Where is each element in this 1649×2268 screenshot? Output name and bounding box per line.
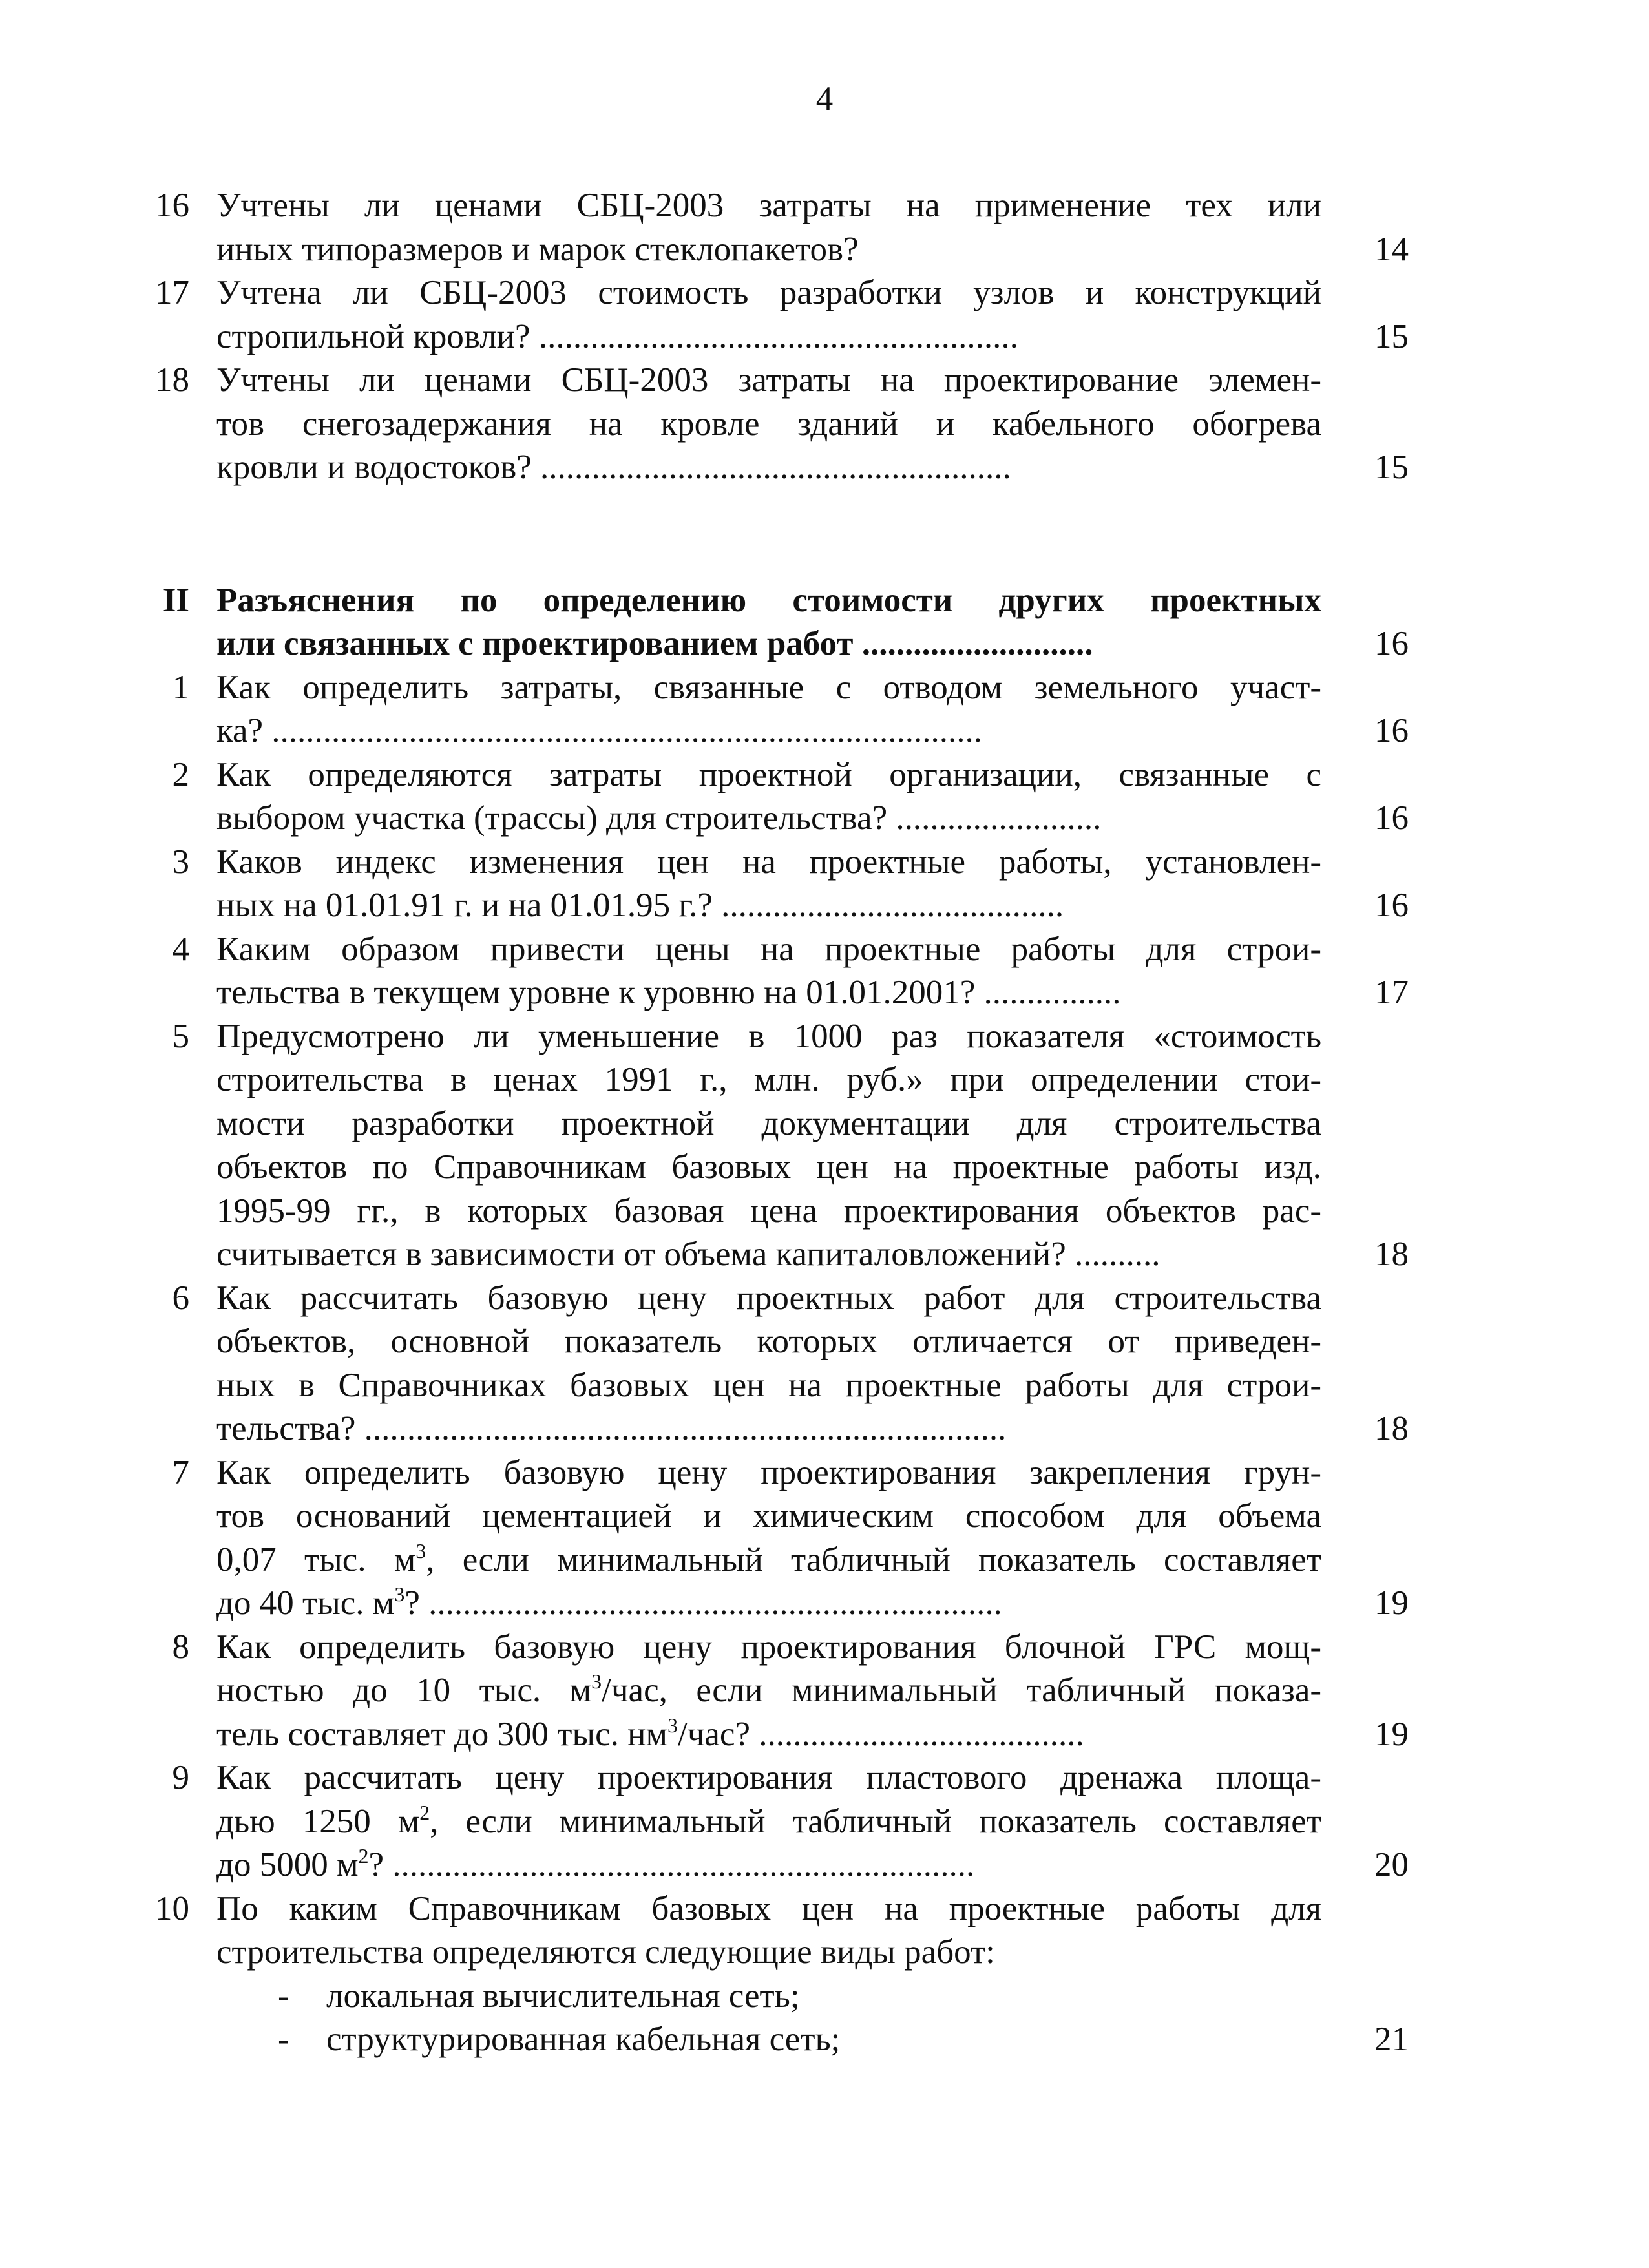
entry-title-line: Как определить базовую цену проектирования закрепления грун- <box>216 1453 1321 1491</box>
entry-title-line: Учтена ли СБЦ-2003 стоимость разработки узлов и конструкций <box>216 274 1321 311</box>
entry-title-line: строительства определяются следующие виды работ: <box>216 1933 995 1971</box>
entry-page: 20 <box>1374 1846 1409 1884</box>
entry-title-line: Как определить базовую цену проектирования блочной ГРС мощ- <box>216 1628 1321 1666</box>
toc-entry[interactable] <box>129 184 1564 271</box>
entry-title-line: выбором участка (трассы) для строительства? ........................ <box>216 799 1102 837</box>
entry-title-line <box>216 1713 1321 1757</box>
toc-entry[interactable] <box>129 359 1564 490</box>
entry-title-line <box>216 1582 1321 1626</box>
entry-number: 16 <box>155 187 189 224</box>
entry-page: 15 <box>1374 317 1409 355</box>
superscript: 3 <box>591 1670 602 1693</box>
entry-title-line: тов снегозадержания на кровле зданий и кабельного обогрева <box>216 404 1321 443</box>
page-number: 4 <box>815 80 834 118</box>
toc-entry[interactable] <box>129 928 1564 1015</box>
entry-number: 9 <box>172 1759 189 1796</box>
toc-entry[interactable] <box>129 271 1564 359</box>
dash-bullet: - <box>278 1977 289 2015</box>
toc-entry[interactable] <box>129 1887 1564 2062</box>
entry-title-line: Как определяются затраты проектной организации, связанные с <box>216 755 1321 793</box>
text-fragment: до 5000 м <box>216 1846 359 1884</box>
text-fragment: 0,07 тыс. м <box>216 1540 416 1579</box>
section-title <box>216 579 1321 666</box>
text-fragment: /час, если минимальный табличный показа- <box>602 1672 1321 1709</box>
entry-number: 3 <box>172 843 189 881</box>
work-types-list <box>216 1975 1321 2062</box>
entry-title <box>216 1756 1321 1887</box>
entry-title <box>216 271 1321 359</box>
text-fragment: , если минимальный табличный показатель составляет <box>426 1540 1321 1579</box>
text-fragment: до 40 тыс. м <box>216 1584 395 1622</box>
entry-title <box>216 1015 1321 1277</box>
entry-title-line: считывается в зависимости от объема капиталовложений? .......... <box>216 1235 1161 1273</box>
toc-entry[interactable] <box>129 666 1564 753</box>
text-fragment: ? ................................................................... <box>404 1584 1002 1622</box>
list-item-text: локальная вычислительная сеть; <box>326 1977 800 2015</box>
entry-title-line: Учтены ли ценами СБЦ-2003 затраты на проектирование элемен- <box>216 361 1321 399</box>
entry-page: 17 <box>1374 974 1409 1011</box>
entry-page: 14 <box>1374 230 1409 268</box>
entry-number: 7 <box>172 1453 189 1491</box>
entry-title-line: Как определить затраты, связанные с отводом земельного участ- <box>216 668 1321 706</box>
entry-title-line <box>216 1538 1321 1582</box>
section-title-line: Разъяснения по определению стоимости других проектных <box>216 581 1321 619</box>
entry-title-line: Предусмотрено ли уменьшение в 1000 раз показателя «стоимость <box>216 1017 1321 1055</box>
entry-page: 21 <box>1374 2021 1409 2058</box>
entry-title <box>216 1277 1321 1451</box>
section-gap <box>129 490 1564 579</box>
entry-title-line: иных типоразмеров и марок стеклопакетов? <box>216 230 859 268</box>
list-item <box>216 1975 1321 2019</box>
list-item <box>216 2018 1321 2062</box>
entry-number: 8 <box>172 1628 189 1666</box>
section-number: II <box>162 581 189 619</box>
entry-page: 19 <box>1374 1715 1409 1753</box>
text-fragment: /час? ...................................... <box>678 1715 1084 1753</box>
entry-title <box>216 666 1321 753</box>
entry-title-line: тельства? ........................................................................... <box>216 1410 1007 1447</box>
toc-entry[interactable] <box>129 1451 1564 1626</box>
toc-entry[interactable] <box>129 753 1564 841</box>
table-of-contents <box>129 184 1564 2062</box>
dash-bullet: - <box>278 2021 289 2058</box>
entry-title <box>216 184 1321 271</box>
entry-page: 16 <box>1374 799 1409 837</box>
entry-page: 18 <box>1374 1410 1409 1447</box>
section-title-line: или связанных с проектированием работ ........................... <box>216 625 1093 662</box>
text-fragment: , если минимальный табличный показатель составляет <box>430 1802 1321 1840</box>
entry-title <box>216 753 1321 841</box>
entry-title-line: ка? ................................................................................... <box>216 712 982 750</box>
text-fragment: дью 1250 м <box>216 1802 420 1840</box>
entry-number: 18 <box>155 361 189 399</box>
entry-page: 18 <box>1374 1235 1409 1273</box>
entry-number: 10 <box>155 1889 189 1927</box>
entry-page: 19 <box>1374 1584 1409 1622</box>
entry-title-line: мости разработки проектной документации для строительства <box>216 1104 1321 1142</box>
entry-title-line: По каким Справочникам базовых цен на проектные работы для <box>216 1889 1321 1927</box>
toc-entry[interactable] <box>129 1756 1564 1887</box>
entry-title-line: объектов по Справочникам базовых цен на проектные работы изд. <box>216 1148 1321 1186</box>
entry-title-line: тов оснований цементацией и химическим способом для объема <box>216 1497 1321 1535</box>
entry-title-line: Каким образом привести цены на проектные работы для строи- <box>216 930 1321 968</box>
superscript: 2 <box>419 1800 430 1824</box>
entry-title-line: ных на 01.01.91 г. и на 01.01.95 г.? ........................................ <box>216 887 1064 924</box>
entry-title-line <box>216 1800 1321 1844</box>
entry-page: 15 <box>1374 448 1409 486</box>
superscript: 3 <box>667 1713 678 1737</box>
section-page: 16 <box>1374 625 1409 662</box>
entry-title-line <box>216 1669 1321 1713</box>
entry-title <box>216 1887 1321 2062</box>
entry-title <box>216 841 1321 928</box>
entry-title <box>216 928 1321 1015</box>
toc-entry[interactable] <box>129 841 1564 928</box>
entry-title <box>216 1451 1321 1626</box>
entry-title-line: ных в Справочниках базовых цен на проектные работы для строи- <box>216 1366 1321 1404</box>
entry-number: 17 <box>155 274 189 311</box>
text-fragment: тель составляет до 300 тыс. нм <box>216 1715 668 1753</box>
entry-title-line <box>216 1843 1321 1887</box>
entry-number: 4 <box>172 930 189 968</box>
entry-title-line: тельства в текущем уровне к уровню на 01.01.2001? ................ <box>216 974 1121 1011</box>
entry-title-line: Каков индекс изменения цен на проектные работы, установлен- <box>216 843 1321 881</box>
entry-number: 2 <box>172 755 189 793</box>
superscript: 3 <box>415 1538 426 1562</box>
entry-title-line: Как рассчитать базовую цену проектных работ для строительства <box>216 1279 1321 1317</box>
text-fragment: ? .................................................................... <box>368 1846 975 1884</box>
entry-page: 16 <box>1374 712 1409 750</box>
entry-number: 1 <box>172 668 189 706</box>
entry-title-line: Как рассчитать цену проектирования пластового дренажа площа- <box>216 1759 1321 1796</box>
entry-number: 5 <box>172 1017 189 1055</box>
toc-section-heading[interactable] <box>129 579 1564 666</box>
entry-page: 16 <box>1374 887 1409 924</box>
toc-entry[interactable] <box>129 1015 1564 1277</box>
entry-title-line: строительства в ценах 1991 г., млн. руб.» при определении стои- <box>216 1061 1321 1098</box>
list-item-text: структурированная кабельная сеть; <box>326 2021 841 2058</box>
entry-title-line: объектов, основной показатель которых отличается от приведен- <box>216 1323 1321 1360</box>
entry-title-line: кровли и водостоков? ....................................................... <box>216 448 1011 486</box>
entry-title-line: стропильной кровли? ........................................................ <box>216 317 1018 355</box>
entry-title-line: 1995-99 гг., в которых базовая цена проектирования объектов рас- <box>216 1192 1321 1230</box>
entry-title <box>216 1626 1321 1757</box>
entry-number: 6 <box>172 1279 189 1317</box>
entry-title <box>216 359 1321 490</box>
superscript: 3 <box>394 1582 405 1606</box>
toc-entry[interactable] <box>129 1277 1564 1451</box>
text-fragment: ностью до 10 тыс. м <box>216 1672 592 1709</box>
entry-title-line: Учтены ли ценами СБЦ-2003 затраты на применение тех или <box>216 187 1321 224</box>
toc-entry[interactable] <box>129 1626 1564 1757</box>
superscript: 2 <box>358 1844 369 1867</box>
